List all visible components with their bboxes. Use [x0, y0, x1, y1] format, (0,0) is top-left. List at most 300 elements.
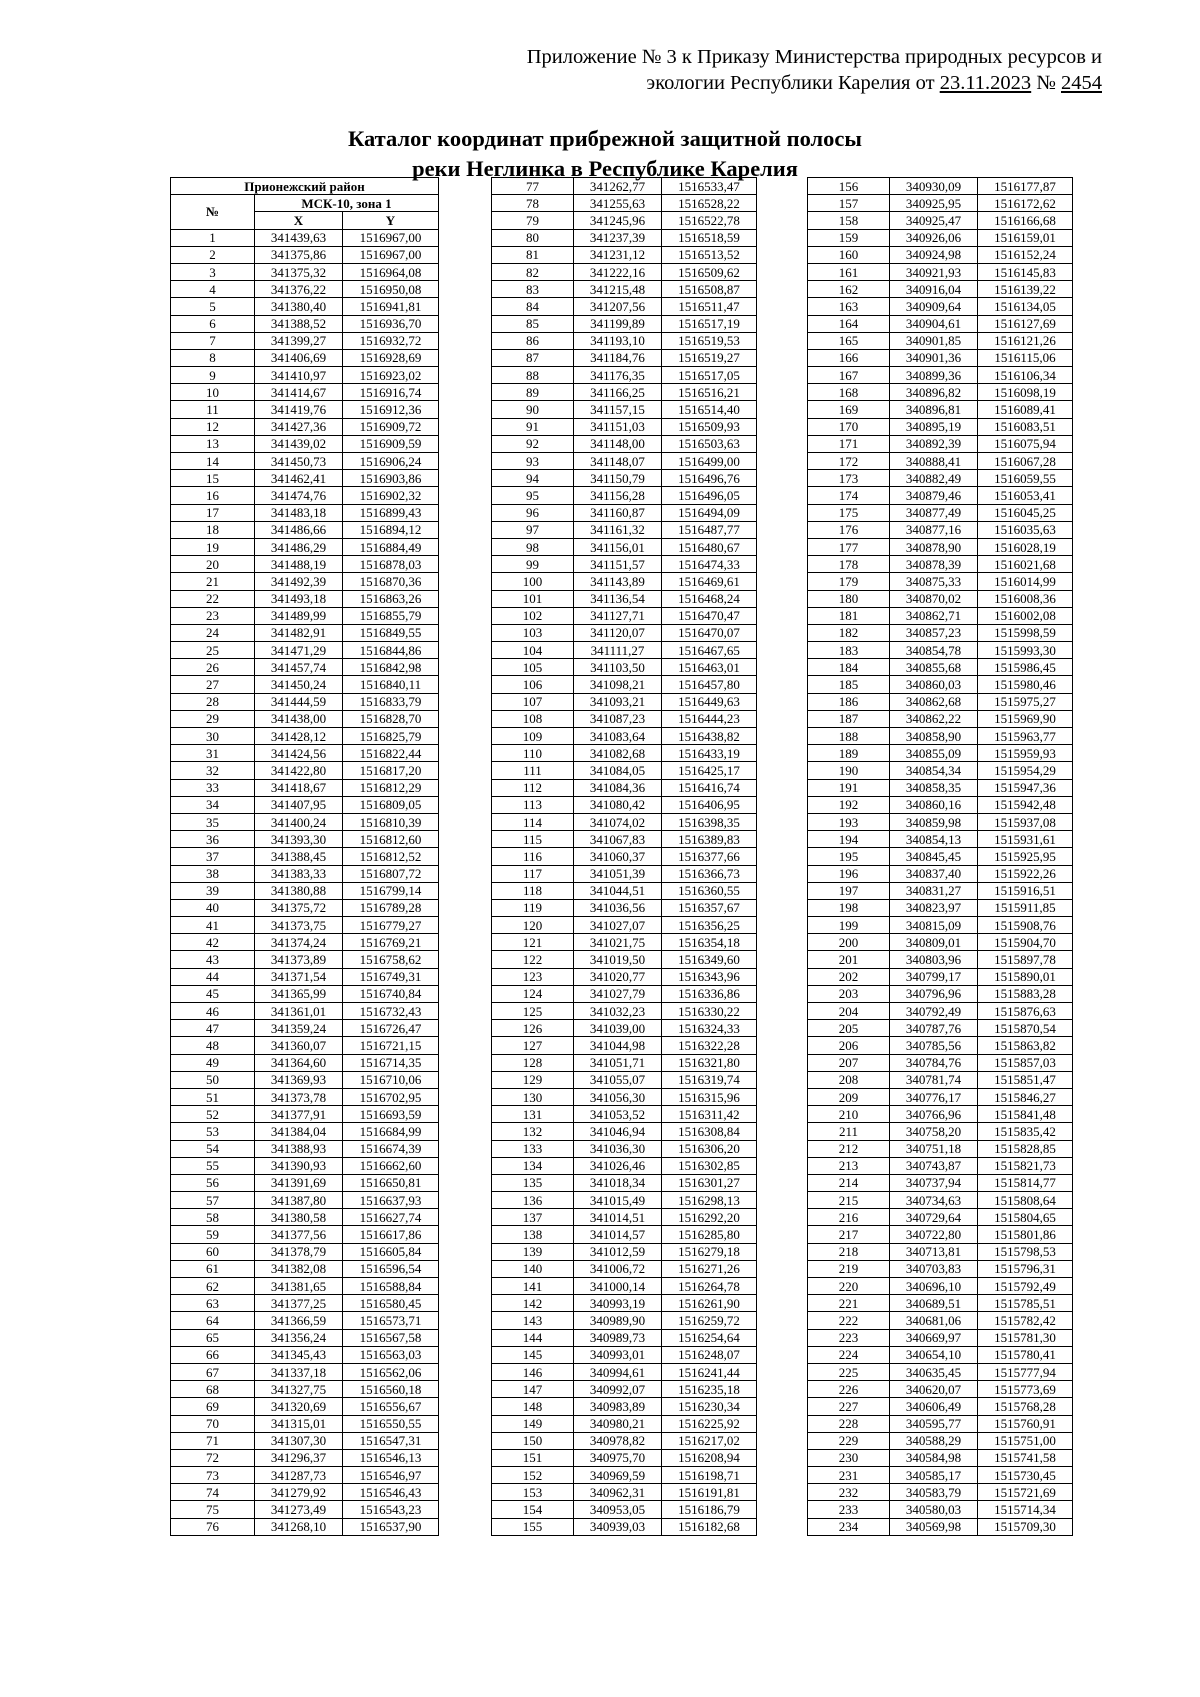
table-row — [492, 1295, 757, 1312]
point-y: 1516008,36 — [978, 590, 1073, 607]
point-x: 340569,98 — [890, 1518, 978, 1535]
point-y: 1516516,21 — [662, 384, 757, 401]
point-y: 1516517,05 — [662, 367, 757, 384]
point-number: 4 — [171, 281, 255, 298]
point-y: 1516580,45 — [343, 1295, 439, 1312]
table-row — [808, 934, 1073, 951]
point-y: 1515908,76 — [978, 917, 1073, 934]
table-row — [808, 521, 1073, 538]
point-x: 341136,54 — [574, 590, 662, 607]
point-y: 1516533,47 — [662, 178, 757, 195]
point-y: 1516936,70 — [343, 315, 439, 332]
table-row — [171, 642, 439, 659]
point-number: 108 — [492, 710, 574, 727]
point-x: 340713,81 — [890, 1243, 978, 1260]
point-x: 340993,01 — [574, 1346, 662, 1363]
point-number: 41 — [171, 917, 255, 934]
table-row — [808, 1501, 1073, 1518]
point-number: 186 — [808, 693, 890, 710]
point-x: 341279,92 — [255, 1484, 343, 1501]
point-y: 1516509,62 — [662, 263, 757, 280]
point-x: 341486,66 — [255, 521, 343, 538]
point-x: 340729,64 — [890, 1209, 978, 1226]
point-y: 1516511,47 — [662, 298, 757, 315]
point-x: 340584,98 — [890, 1449, 978, 1466]
point-y: 1516522,78 — [662, 212, 757, 229]
point-number: 120 — [492, 917, 574, 934]
table-row — [808, 779, 1073, 796]
point-number: 198 — [808, 899, 890, 916]
point-number: 70 — [171, 1415, 255, 1432]
point-y: 1516906,24 — [343, 453, 439, 470]
point-x: 341419,76 — [255, 401, 343, 418]
table-row — [171, 1449, 439, 1466]
point-number: 16 — [171, 487, 255, 504]
table-row — [171, 401, 439, 418]
point-y: 1516002,08 — [978, 607, 1073, 624]
point-x: 341380,88 — [255, 882, 343, 899]
point-y: 1516928,69 — [343, 349, 439, 366]
table-row — [171, 607, 439, 624]
point-x: 341422,80 — [255, 762, 343, 779]
point-x: 340860,16 — [890, 796, 978, 813]
point-y: 1516217,02 — [662, 1432, 757, 1449]
point-number: 167 — [808, 367, 890, 384]
table-row — [808, 590, 1073, 607]
point-y: 1516543,23 — [343, 1501, 439, 1518]
table-row — [492, 968, 757, 985]
point-y: 1515863,82 — [978, 1037, 1073, 1054]
point-x: 340792,49 — [890, 1003, 978, 1020]
table-row — [492, 1140, 757, 1157]
point-y: 1516842,98 — [343, 659, 439, 676]
table-row — [808, 813, 1073, 830]
point-y: 1516172,62 — [978, 195, 1073, 212]
point-y: 1515851,47 — [978, 1071, 1073, 1088]
table-row — [492, 246, 757, 263]
point-number: 72 — [171, 1449, 255, 1466]
point-y: 1516389,83 — [662, 831, 757, 848]
point-x: 341364,60 — [255, 1054, 343, 1071]
point-number: 221 — [808, 1295, 890, 1312]
table-row — [171, 728, 439, 745]
point-number: 107 — [492, 693, 574, 710]
table-row — [492, 332, 757, 349]
point-number: 231 — [808, 1467, 890, 1484]
point-x: 341268,10 — [255, 1518, 343, 1535]
point-number: 99 — [492, 556, 574, 573]
point-number: 85 — [492, 315, 574, 332]
table-row — [808, 1140, 1073, 1157]
point-number: 34 — [171, 796, 255, 813]
point-x: 341157,15 — [574, 401, 662, 418]
table-row — [492, 195, 757, 212]
point-x: 340862,71 — [890, 607, 978, 624]
table-row — [171, 1243, 439, 1260]
table-row — [171, 1140, 439, 1157]
table-row — [492, 384, 757, 401]
table-row — [492, 1415, 757, 1432]
point-x: 341378,79 — [255, 1243, 343, 1260]
point-y: 1516503,63 — [662, 435, 757, 452]
table-row — [171, 1518, 439, 1535]
point-x: 340896,82 — [890, 384, 978, 401]
table-row — [808, 848, 1073, 865]
point-x: 340585,17 — [890, 1467, 978, 1484]
point-y: 1516028,19 — [978, 538, 1073, 555]
point-y: 1515857,03 — [978, 1054, 1073, 1071]
table-row — [808, 263, 1073, 280]
point-x: 340635,45 — [890, 1363, 978, 1380]
point-y: 1515911,85 — [978, 899, 1073, 916]
point-y: 1516812,60 — [343, 831, 439, 848]
point-x: 340895,19 — [890, 418, 978, 435]
point-x: 340758,20 — [890, 1123, 978, 1140]
point-y: 1516470,07 — [662, 624, 757, 641]
table-row — [492, 1260, 757, 1277]
point-y: 1516693,59 — [343, 1106, 439, 1123]
point-y: 1516449,63 — [662, 693, 757, 710]
point-x: 341427,36 — [255, 418, 343, 435]
point-x: 341474,76 — [255, 487, 343, 504]
point-x: 341046,94 — [574, 1123, 662, 1140]
point-number: 86 — [492, 332, 574, 349]
point-y: 1516463,01 — [662, 659, 757, 676]
point-number: 197 — [808, 882, 890, 899]
table-row — [808, 1123, 1073, 1140]
point-y: 1516844,86 — [343, 642, 439, 659]
point-x: 340855,09 — [890, 745, 978, 762]
point-y: 1516809,05 — [343, 796, 439, 813]
table-row — [808, 1449, 1073, 1466]
table-row — [171, 813, 439, 830]
point-y: 1516519,27 — [662, 349, 757, 366]
point-y: 1516779,27 — [343, 917, 439, 934]
point-number: 113 — [492, 796, 574, 813]
point-x: 340875,33 — [890, 573, 978, 590]
point-y: 1516546,43 — [343, 1484, 439, 1501]
point-x: 340654,10 — [890, 1346, 978, 1363]
point-number: 169 — [808, 401, 890, 418]
point-y: 1516799,14 — [343, 882, 439, 899]
coordinate-system-header: МСК-10, зона 1 — [255, 195, 439, 212]
point-number: 216 — [808, 1209, 890, 1226]
table-row — [808, 246, 1073, 263]
table-row — [492, 521, 757, 538]
table-row — [171, 1398, 439, 1415]
point-number: 157 — [808, 195, 890, 212]
table-row — [492, 1003, 757, 1020]
point-x: 340983,89 — [574, 1398, 662, 1415]
point-x: 341237,39 — [574, 229, 662, 246]
table-row — [171, 298, 439, 315]
point-y: 1516059,55 — [978, 470, 1073, 487]
point-y: 1516152,24 — [978, 246, 1073, 263]
table-row — [492, 1518, 757, 1535]
point-number: 145 — [492, 1346, 574, 1363]
point-number: 101 — [492, 590, 574, 607]
header-line-1: Приложение № 3 к Приказу Министерства природных ресурсов и — [526, 46, 1102, 68]
point-number: 116 — [492, 848, 574, 865]
point-y: 1516336,86 — [662, 985, 757, 1002]
point-x: 341359,24 — [255, 1020, 343, 1037]
table-row — [171, 315, 439, 332]
point-y: 1516306,20 — [662, 1140, 757, 1157]
point-x: 341018,34 — [574, 1174, 662, 1191]
table-row — [808, 1071, 1073, 1088]
point-x: 341148,00 — [574, 435, 662, 452]
point-number: 226 — [808, 1381, 890, 1398]
point-x: 341199,89 — [574, 315, 662, 332]
point-number: 136 — [492, 1192, 574, 1209]
point-number: 211 — [808, 1123, 890, 1140]
point-y: 1515963,77 — [978, 728, 1073, 745]
point-number: 200 — [808, 934, 890, 951]
point-y: 1516166,68 — [978, 212, 1073, 229]
point-number: 122 — [492, 951, 574, 968]
point-x: 340681,06 — [890, 1312, 978, 1329]
point-y: 1516198,71 — [662, 1467, 757, 1484]
point-y: 1516627,74 — [343, 1209, 439, 1226]
point-x: 340854,34 — [890, 762, 978, 779]
point-y: 1516377,66 — [662, 848, 757, 865]
point-x: 340588,29 — [890, 1432, 978, 1449]
point-number: 75 — [171, 1501, 255, 1518]
point-y: 1515768,28 — [978, 1398, 1073, 1415]
point-x: 341067,83 — [574, 831, 662, 848]
point-y: 1515980,46 — [978, 676, 1073, 693]
table-row — [492, 831, 757, 848]
point-number: 35 — [171, 813, 255, 830]
point-y: 1515922,26 — [978, 865, 1073, 882]
point-number: 168 — [808, 384, 890, 401]
table-row — [492, 1088, 757, 1105]
point-number: 84 — [492, 298, 574, 315]
point-y: 1516588,84 — [343, 1278, 439, 1295]
table-row — [171, 848, 439, 865]
table-row — [492, 1123, 757, 1140]
point-x: 340785,56 — [890, 1037, 978, 1054]
table-row — [808, 538, 1073, 555]
point-number: 175 — [808, 504, 890, 521]
point-x: 341151,03 — [574, 418, 662, 435]
table-row — [492, 1020, 757, 1037]
point-number: 173 — [808, 470, 890, 487]
point-y: 1516528,22 — [662, 195, 757, 212]
point-y: 1515904,70 — [978, 934, 1073, 951]
point-y: 1515780,41 — [978, 1346, 1073, 1363]
table-row — [171, 745, 439, 762]
table-row — [492, 1312, 757, 1329]
table-row — [808, 659, 1073, 676]
point-number: 89 — [492, 384, 574, 401]
point-x: 340669,97 — [890, 1329, 978, 1346]
point-number: 12 — [171, 418, 255, 435]
point-y: 1516433,19 — [662, 745, 757, 762]
table-row — [492, 848, 757, 865]
point-number: 40 — [171, 899, 255, 916]
point-number: 154 — [492, 1501, 574, 1518]
point-y: 1516923,02 — [343, 367, 439, 384]
point-y: 1515798,53 — [978, 1243, 1073, 1260]
point-number: 124 — [492, 985, 574, 1002]
point-y: 1515785,51 — [978, 1295, 1073, 1312]
point-y: 1516302,85 — [662, 1157, 757, 1174]
point-number: 132 — [492, 1123, 574, 1140]
point-number: 59 — [171, 1226, 255, 1243]
table-row — [492, 504, 757, 521]
point-number: 79 — [492, 212, 574, 229]
table-row — [808, 1157, 1073, 1174]
point-y: 1516562,06 — [343, 1363, 439, 1380]
point-number: 43 — [171, 951, 255, 968]
table-row — [492, 865, 757, 882]
point-x: 341360,07 — [255, 1037, 343, 1054]
point-number: 21 — [171, 573, 255, 590]
table-row — [808, 676, 1073, 693]
point-number: 138 — [492, 1226, 574, 1243]
point-x: 340815,09 — [890, 917, 978, 934]
table-row — [492, 1381, 757, 1398]
table-row — [808, 762, 1073, 779]
point-x: 340962,31 — [574, 1484, 662, 1501]
point-x: 341428,12 — [255, 728, 343, 745]
point-number: 100 — [492, 573, 574, 590]
point-x: 340859,98 — [890, 813, 978, 830]
point-number: 185 — [808, 676, 890, 693]
title-line-1: Каталог координат прибрежной защитной полосы — [348, 126, 862, 151]
point-y: 1515846,27 — [978, 1088, 1073, 1105]
point-x: 340583,79 — [890, 1484, 978, 1501]
point-y: 1516828,70 — [343, 710, 439, 727]
point-number: 67 — [171, 1363, 255, 1380]
point-x: 341371,54 — [255, 968, 343, 985]
point-number: 52 — [171, 1106, 255, 1123]
point-number: 8 — [171, 349, 255, 366]
table-row — [171, 453, 439, 470]
point-number: 225 — [808, 1363, 890, 1380]
point-y: 1516035,63 — [978, 521, 1073, 538]
point-number: 224 — [808, 1346, 890, 1363]
table-row — [808, 985, 1073, 1002]
table-row — [171, 1467, 439, 1484]
table-row — [492, 813, 757, 830]
table-row — [808, 1346, 1073, 1363]
table-row — [492, 315, 757, 332]
point-y: 1516758,62 — [343, 951, 439, 968]
point-y: 1516357,67 — [662, 899, 757, 916]
point-number: 31 — [171, 745, 255, 762]
table-row — [171, 470, 439, 487]
point-x: 341044,51 — [574, 882, 662, 899]
table-row — [492, 693, 757, 710]
point-x: 341093,21 — [574, 693, 662, 710]
point-x: 340606,49 — [890, 1398, 978, 1415]
point-x: 340980,21 — [574, 1415, 662, 1432]
table-row — [808, 624, 1073, 641]
table-row — [808, 1260, 1073, 1277]
point-x: 341374,24 — [255, 934, 343, 951]
point-number: 230 — [808, 1449, 890, 1466]
point-number: 155 — [492, 1518, 574, 1535]
point-y: 1516264,78 — [662, 1278, 757, 1295]
table-row — [492, 1449, 757, 1466]
point-x: 341483,18 — [255, 504, 343, 521]
table-row — [171, 504, 439, 521]
point-x: 341032,23 — [574, 1003, 662, 1020]
point-y: 1516702,95 — [343, 1088, 439, 1105]
point-number: 203 — [808, 985, 890, 1002]
table-row — [171, 1003, 439, 1020]
point-x: 341384,04 — [255, 1123, 343, 1140]
point-number: 65 — [171, 1329, 255, 1346]
table-row — [492, 298, 757, 315]
point-y: 1516191,81 — [662, 1484, 757, 1501]
point-number: 51 — [171, 1088, 255, 1105]
point-number: 156 — [808, 178, 890, 195]
point-number: 45 — [171, 985, 255, 1002]
point-x: 341103,50 — [574, 659, 662, 676]
point-number: 174 — [808, 487, 890, 504]
point-number: 170 — [808, 418, 890, 435]
point-y: 1516967,00 — [343, 246, 439, 263]
table-row — [492, 263, 757, 280]
table-row — [808, 728, 1073, 745]
point-x: 341488,19 — [255, 556, 343, 573]
x-column-header: X — [255, 212, 343, 229]
point-x: 340854,13 — [890, 831, 978, 848]
point-y: 1516509,93 — [662, 418, 757, 435]
point-x: 341215,48 — [574, 281, 662, 298]
table-row — [171, 384, 439, 401]
point-y: 1515714,34 — [978, 1501, 1073, 1518]
point-x: 341039,00 — [574, 1020, 662, 1037]
point-number: 220 — [808, 1278, 890, 1295]
point-y: 1515897,78 — [978, 951, 1073, 968]
point-number: 178 — [808, 556, 890, 573]
point-x: 341027,79 — [574, 985, 662, 1002]
table-row — [808, 229, 1073, 246]
point-y: 1515993,30 — [978, 642, 1073, 659]
point-y: 1516909,59 — [343, 435, 439, 452]
point-x: 340975,70 — [574, 1449, 662, 1466]
table-row — [808, 367, 1073, 384]
point-number: 66 — [171, 1346, 255, 1363]
table-row — [171, 1295, 439, 1312]
table-row — [492, 1363, 757, 1380]
point-x: 340737,94 — [890, 1174, 978, 1191]
point-number: 104 — [492, 642, 574, 659]
point-x: 340993,19 — [574, 1295, 662, 1312]
point-x: 341439,02 — [255, 435, 343, 452]
table-row — [492, 762, 757, 779]
point-number: 56 — [171, 1174, 255, 1191]
point-x: 341377,25 — [255, 1295, 343, 1312]
point-x: 341082,68 — [574, 745, 662, 762]
table-row — [171, 1346, 439, 1363]
point-x: 340916,04 — [890, 281, 978, 298]
point-number: 199 — [808, 917, 890, 934]
table-row — [808, 504, 1073, 521]
point-y: 1515804,65 — [978, 1209, 1073, 1226]
point-y: 1516235,18 — [662, 1381, 757, 1398]
point-number: 106 — [492, 676, 574, 693]
point-y: 1516356,25 — [662, 917, 757, 934]
point-number: 112 — [492, 779, 574, 796]
point-y: 1515721,69 — [978, 1484, 1073, 1501]
point-number: 182 — [808, 624, 890, 641]
point-y: 1516550,55 — [343, 1415, 439, 1432]
